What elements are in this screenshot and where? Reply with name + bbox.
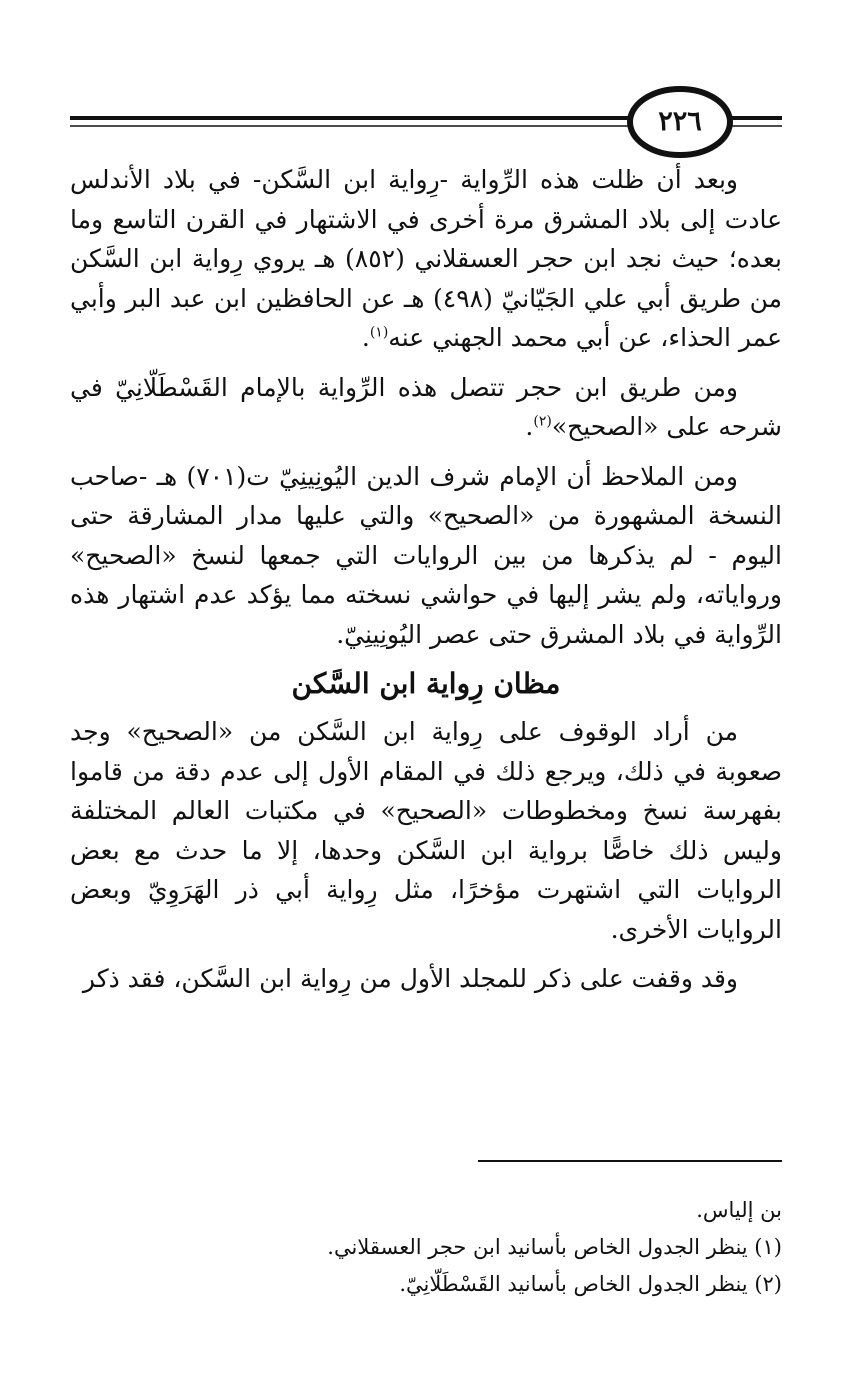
footnotes xyxy=(70,1192,782,1303)
paragraph-1 xyxy=(70,160,782,358)
page-number: ٢٢٦ xyxy=(658,106,702,137)
paragraph-1-end: . xyxy=(361,323,370,352)
footnote-ref-2[interactable]: (٢) xyxy=(533,413,552,430)
paragraph-2-text: ومن طريق ابن حجر تتصل هذه الرِّواية بالإمام القَسْطَلّانِيّ في شرحه على «الصحيح» xyxy=(70,372,782,441)
page-header xyxy=(70,86,782,162)
footnote-1: (١) ينظر الجدول الخاص بأسانيد ابن حجر العسقلاني. xyxy=(327,1235,782,1259)
paragraph-2-end: . xyxy=(525,412,534,441)
paragraph-4: من أراد الوقوف على رِواية ابن السَّكن من «الصحيح» وجد صعوبة في ذلك، ويرجع ذلك في المقام الأول إلى عدم دقة من قاموا بفهرسة نسخ ومخطوطات «الصحيح» في مكتبات العالم المختلفة وليس ذلك خاصًّا برواية ابن السَّكن وحدها، إلا ما حدث مع بعض الروايات التي اشتهرت مؤخرًا، مثل رِواية أبي ذر الهَرَوِيّ وبعض الروايات الأخرى. xyxy=(70,717,782,944)
paragraph-2 xyxy=(70,368,782,447)
footnote-carryover: بن إلياس. xyxy=(696,1198,782,1222)
paragraph-5: وقد وقفت على ذكر للمجلد الأول من رِواية ابن السَّكن، فقد ذكر xyxy=(82,964,738,993)
footnote-ref-1[interactable]: (١) xyxy=(369,324,389,341)
main-text xyxy=(70,160,782,999)
footnote-divider xyxy=(478,1160,782,1162)
section-heading: مظان رِواية ابن السَّكن xyxy=(291,667,561,700)
paragraph-1-text: وبعد أن ظلت هذه الرِّواية -رِواية ابن السَّكن- في بلاد الأندلس عادت إلى بلاد المشرق مرة أخرى في الاشتهار في القرن التاسع وما بعده؛ حيث نجد ابن حجر العسقلاني (٨٥٢) هـ يروي رِواية ابن السَّكن من طريق أبي علي الجَيّانيّ (٤٩٨) هـ عن الحافظين ابن عبد البر وأبي عمر الحذاء، عن أبي محمد الجهني عنه xyxy=(70,165,783,352)
footnote-2: (٢) ينظر الجدول الخاص بأسانيد القَسْطَلّانِيّ. xyxy=(399,1272,782,1296)
paragraph-3: ومن الملاحظ أن الإمام شرف الدين اليُونِينِيّ ت(٧٠١) هـ -صاحب النسخة المشهورة من «الصحيح» والتي عليها مدار المشارقة حتى اليوم - لم يذكرها من بين الروايات التي جمعها لنسخ «الصحيح» ورواياته، ولم يشر إليها في حواشي نسخته مما يؤكد عدم اشتهار هذه الرِّواية في بلاد المشرق حتى عصر اليُونِينِيّ. xyxy=(70,461,782,649)
